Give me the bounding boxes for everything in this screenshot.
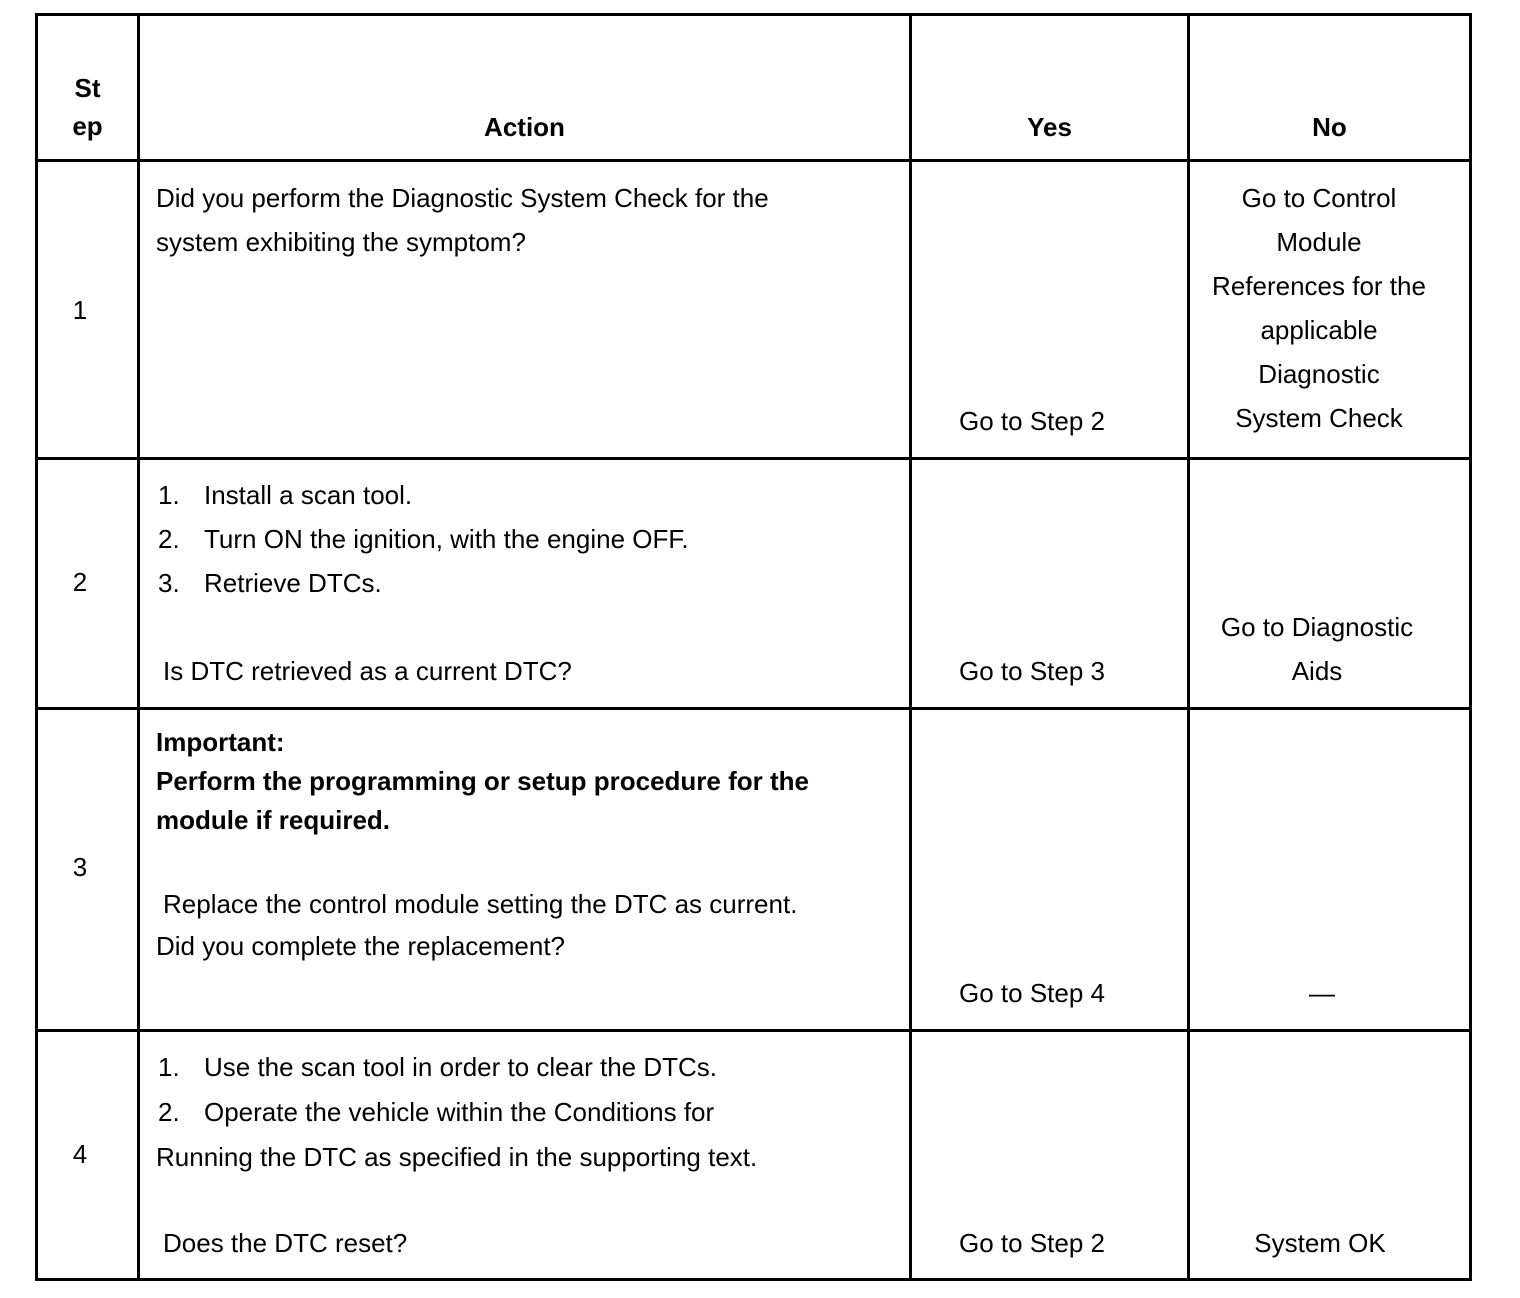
- table-border-top: [35, 13, 1472, 16]
- no-result-line: References for the: [1212, 271, 1426, 301]
- no-result: [1190, 605, 1444, 693]
- list-number: 1.: [158, 1052, 180, 1082]
- list-item: [158, 561, 382, 605]
- list-item: [158, 1090, 714, 1134]
- no-result: —: [1309, 978, 1335, 1008]
- no-result: System OK: [1254, 1228, 1386, 1258]
- column-divider-action: [909, 13, 912, 1281]
- yes-result: Go to Step 2: [959, 1228, 1105, 1258]
- yes-result: Go to Step 2: [959, 406, 1105, 436]
- action-text: Did you perform the Diagnostic System Check for the: [156, 183, 769, 213]
- list-number: 2.: [158, 1097, 180, 1127]
- row-divider-2: [35, 707, 1472, 710]
- list-text: Retrieve DTCs.: [204, 568, 382, 598]
- table-border-left: [35, 13, 38, 1281]
- action-question: Does the DTC reset?: [163, 1228, 408, 1258]
- step-number: 4: [72, 1139, 88, 1169]
- list-text: Operate the vehicle within the Conditions for: [204, 1097, 715, 1127]
- header-step-line1: St: [74, 73, 101, 103]
- header-divider: [35, 159, 1472, 162]
- no-result-line: Module: [1276, 227, 1362, 257]
- action-question: Is DTC retrieved as a current DTC?: [163, 656, 572, 686]
- header-no: No: [1312, 112, 1347, 142]
- step-number: 2: [72, 567, 88, 597]
- yes-result: Go to Step 3: [959, 656, 1105, 686]
- action-text: Replace the control module setting the DTC as current.: [163, 889, 798, 919]
- no-result-line: Diagnostic: [1258, 359, 1380, 389]
- no-result-line: Go to Control: [1241, 183, 1397, 213]
- yes-result: Go to Step 4: [959, 978, 1105, 1008]
- list-text: Use the scan tool in order to clear the DTCs.: [204, 1052, 718, 1082]
- list-number: 3.: [158, 568, 180, 598]
- list-item: [158, 517, 689, 561]
- header-action: Action: [484, 112, 565, 142]
- no-result: [1190, 176, 1448, 440]
- row-divider-3: [35, 1029, 1472, 1032]
- important-label: Important:: [156, 727, 285, 757]
- list-item: [158, 473, 412, 517]
- list-number: 2.: [158, 524, 180, 554]
- no-result-line: Go to Diagnostic: [1220, 612, 1414, 642]
- action-text: Did you complete the replacement?: [156, 931, 566, 961]
- no-result-line: System Check: [1235, 403, 1403, 433]
- step-number: 1: [72, 295, 88, 325]
- important-text: module if required.: [156, 805, 391, 835]
- step-number: 3: [72, 852, 88, 882]
- list-number: 1.: [158, 480, 180, 510]
- column-divider-step: [137, 13, 140, 1281]
- header-step: [38, 69, 137, 145]
- header-yes: Yes: [1027, 112, 1072, 142]
- table-border-right: [1469, 13, 1472, 1281]
- table-border-bottom: [35, 1278, 1472, 1281]
- header-step-line2: ep: [72, 111, 103, 141]
- action-text: Running the DTC as specified in the supporting text.: [156, 1142, 758, 1172]
- no-result-line: Aids: [1291, 656, 1343, 686]
- list-text: Turn ON the ignition, with the engine OFF.: [204, 524, 689, 554]
- diagnostic-table: [35, 13, 1472, 1281]
- action-text: system exhibiting the symptom?: [156, 227, 526, 257]
- no-result-line: applicable: [1260, 315, 1378, 345]
- list-item: [158, 1045, 717, 1089]
- list-text: Install a scan tool.: [204, 480, 413, 510]
- important-text: Perform the programming or setup procedure for the: [156, 766, 809, 796]
- row-divider-1: [35, 457, 1472, 460]
